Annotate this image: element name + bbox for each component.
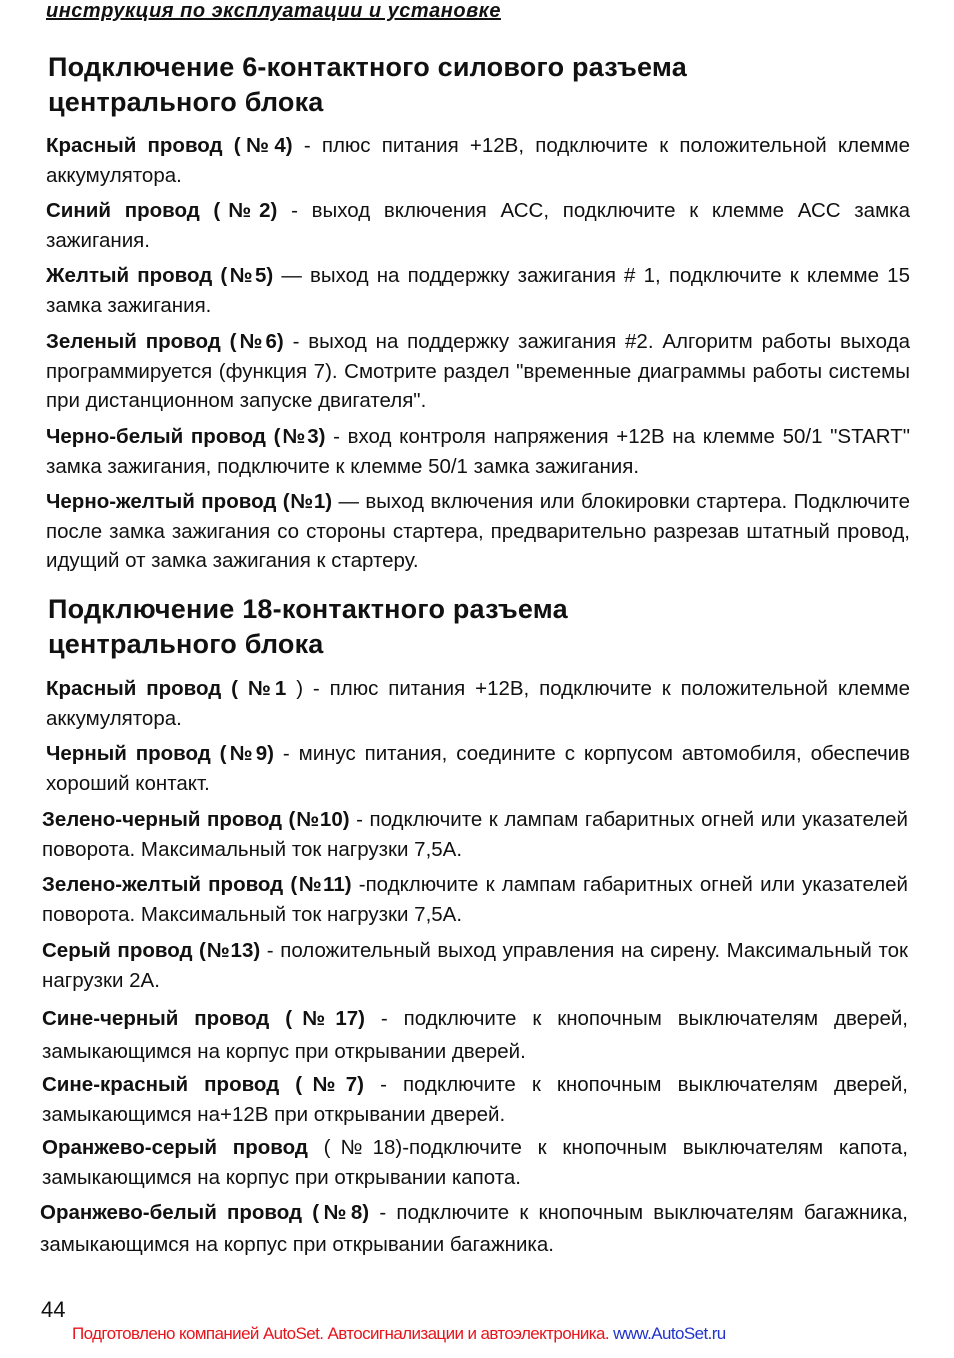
wire-label: Сине-красный провод (№7) [42, 1073, 364, 1096]
wire-label: Серый провод (№13) [42, 939, 261, 962]
wire-entry [46, 739, 910, 798]
wire-label: Желтый провод (№5) [46, 264, 274, 287]
wire-description: - вход контроля напряжения +12В на клемме 50/1 "START" замка зажигания, подключите к клемме 50/1 замка зажигания. [46, 425, 911, 478]
wire-label: Черный провод (№9) [46, 742, 274, 765]
section-title-18-pin [48, 592, 908, 662]
wire-entry [42, 805, 908, 864]
wire-entry [40, 1197, 908, 1261]
section-title-6-pin [48, 50, 908, 120]
footer-text: Подготовлено компанией AutoSet. Автосигнализации и автоэлектроника. [72, 1324, 614, 1343]
section-title-line: центрального блока [48, 629, 324, 659]
wire-description: - подключите к кнопочным выключателям дверей, замыкающимся на+12В при открывании дверей. [42, 1073, 908, 1126]
wire-entry [46, 487, 910, 576]
footer-url-link[interactable]: www.AutoSet.ru [613, 1324, 726, 1343]
wire-description: - положительный выход управления на сирену. Максимальный ток нагрузки 2А. [42, 939, 909, 992]
wire-label: Красный провод ( №1 [46, 677, 287, 700]
wire-entry [42, 870, 908, 929]
section-title-line: Подключение 18-контактного разъема [48, 594, 568, 624]
wire-description: - плюс питания +12В, подключите к положительной клемме аккумулятора. [46, 134, 910, 187]
wire-entry [46, 261, 910, 320]
wire-label: Красный провод (№4) [46, 134, 293, 157]
wire-description: ) - плюс питания +12В, подключите к положительной клемме аккумулятора. [46, 677, 910, 730]
wire-entry [46, 422, 910, 481]
document-header: инструкция по эксплуатации и установке [46, 0, 501, 22]
wire-label: Синий провод (№2) [46, 199, 278, 222]
wire-description: - выход на поддержку зажигания #2. Алгоритм работы выхода программируется (функция 7). Смотрите раздел "временные диаграммы работы системы при дистанционном запуске двигателя". [46, 330, 910, 412]
wire-entry [46, 196, 910, 255]
wire-label: Оранжево-серый провод [42, 1136, 308, 1159]
wire-description: - подключите к кнопочным выключателям багажника, замыкающимся на корпус при открывании багажника. [40, 1201, 908, 1256]
wire-description: -подключите к лампам габаритных огней или указателей поворота. Максимальный ток нагрузки 7,5А. [42, 873, 909, 926]
footer [72, 1324, 726, 1344]
wire-entry [46, 327, 910, 416]
wire-entry [46, 674, 910, 733]
wire-label: Черно-белый провод (№3) [46, 425, 326, 448]
wire-label: Зелено-желтый провод (№11) [42, 873, 352, 896]
wire-description: - подключите к кнопочным выключателям дверей, замыкающимся на корпус при открывании дверей. [42, 1007, 908, 1063]
wire-description: — выход на поддержку зажигания # 1, подключите к клемме 15 замка зажигания. [46, 264, 910, 317]
page-number: 44 [41, 1297, 66, 1322]
wire-entry [42, 1070, 908, 1129]
wire-entry [42, 936, 908, 995]
wire-entry [42, 1002, 908, 1068]
wire-description: - подключите к лампам габаритных огней или указателей поворота. Максимальный ток нагрузки 7,5А. [42, 808, 908, 861]
wire-entry [42, 1133, 908, 1192]
wire-entry [46, 131, 910, 190]
section-title-line: Подключение 6-контактного силового разъема [48, 52, 687, 82]
wire-description: - выход включения АСС, подключите к клемме АСС замка зажигания. [46, 199, 910, 252]
wire-label: Зелено-черный провод (№10) [42, 808, 350, 831]
wire-label: Сине-черный провод (№17) [42, 1007, 365, 1030]
wire-description: (№18)-подключите к кнопочным выключателям капота, замыкающимся на корпус при открывании капота. [42, 1136, 909, 1189]
wire-label: Зеленый провод (№6) [46, 330, 284, 353]
wire-label: Оранжево-белый провод (№8) [40, 1201, 370, 1224]
wire-label: Черно-желтый провод (№1) [46, 490, 333, 513]
section-title-line: центрального блока [48, 87, 324, 117]
wire-description: — выход включения или блокировки стартера. Подключите после замка зажигания со стороны стартера, предварительно разрезав штатный провод, идущий от замка зажигания к стартеру. [46, 490, 910, 572]
wire-description: - минус питания, соедините с корпусом автомобиля, обеспечив хороший контакт. [46, 742, 911, 795]
